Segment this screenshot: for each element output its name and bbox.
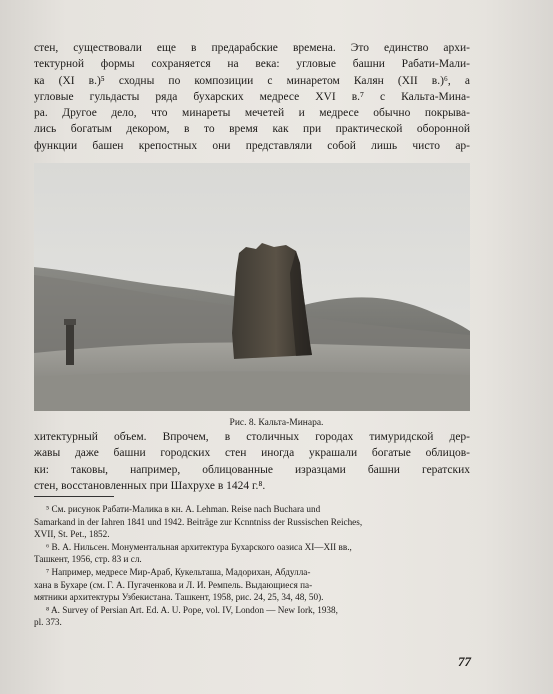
footnote-divider (34, 496, 114, 497)
text-line: ра. Другое дело, что минареты мечетей и медресе обычно покрыва- (34, 107, 470, 120)
page-number: 77 (458, 654, 471, 669)
figure-caption: Рис. 8. Кальта-Минара. (229, 418, 324, 428)
footnote-line: ⁵ См. рисунок Рабати-Малика в кн. A. Lehman. Reise nach Buchara und (46, 504, 321, 514)
body-paragraph-top (34, 40, 470, 154)
text-line: функции башен крепостных они представляли собой лишь чисто ар- (34, 139, 470, 152)
text-line: угловые гульдасты ряда бухарских медресе XVI в.⁷ с Кальта-Мина- (34, 90, 470, 103)
text-line: лись богатым декором, в то время как при практической оборонной (34, 123, 470, 136)
footnote-line: Samarkand in der Iahren 1841 und 1942. Beiträge zur Kcnntniss der Russischen Reiches, (34, 516, 363, 527)
text-line: ки: таковы, например, облицованные изразцами башни гератских (34, 463, 470, 476)
footnotes (34, 503, 474, 629)
text-line: стен, восстановленных при Шахрухе в 1424 г.⁸. (34, 479, 266, 492)
footnote-line: Ташкент, 1956, стр. 83 и сл. (34, 554, 142, 565)
footnote-line: ⁶ В. А. Нильсен. Монументальная архитектура Бухарского оазиса XI—XII вв., (46, 541, 352, 552)
photo-kalta-minara (34, 163, 470, 411)
text-line: жавы даже башни городских стен иногда украшали богатые облицов- (34, 447, 470, 460)
text-line: стен, существовали еще в предарабские времена. Это единство архи- (34, 42, 470, 54)
body-paragraph-bottom (34, 429, 470, 494)
footnote-line: хана в Бухаре (см. Г. А. Пугаченкова и Л. И. Ремпель. Выдающиеся па- (34, 579, 313, 590)
footnote-line: pl. 373. (34, 617, 62, 628)
footnote-line: ⁸ A. Survey of Persian Art. Ed. A. U. Pope, vol. IV, London — New Iork, 1938, (46, 604, 338, 615)
text-line: хитектурный объем. Впрочем, в столичных городах тимуридской дер- (34, 431, 470, 443)
page-edge-shadow (483, 0, 553, 694)
text-line: ка (XI в.)⁵ сходны по композиции с минаретом Калян (XII в.)⁶, а (34, 74, 470, 87)
footnote-line: ⁷ Например, медресе Мир-Араб, Кукельташа, Мадорихан, Абдулла- (46, 566, 311, 577)
text-line: тектурной формы сохраняется на века: угловые башни Рабати-Мали- (34, 58, 470, 71)
footnote-line: XVII, St. Pet., 1852. (34, 529, 110, 540)
footnote-line: мятники архитектуры Узбекистана. Ташкент, 1958, рис. 24, 25, 34, 48, 50). (34, 592, 324, 603)
